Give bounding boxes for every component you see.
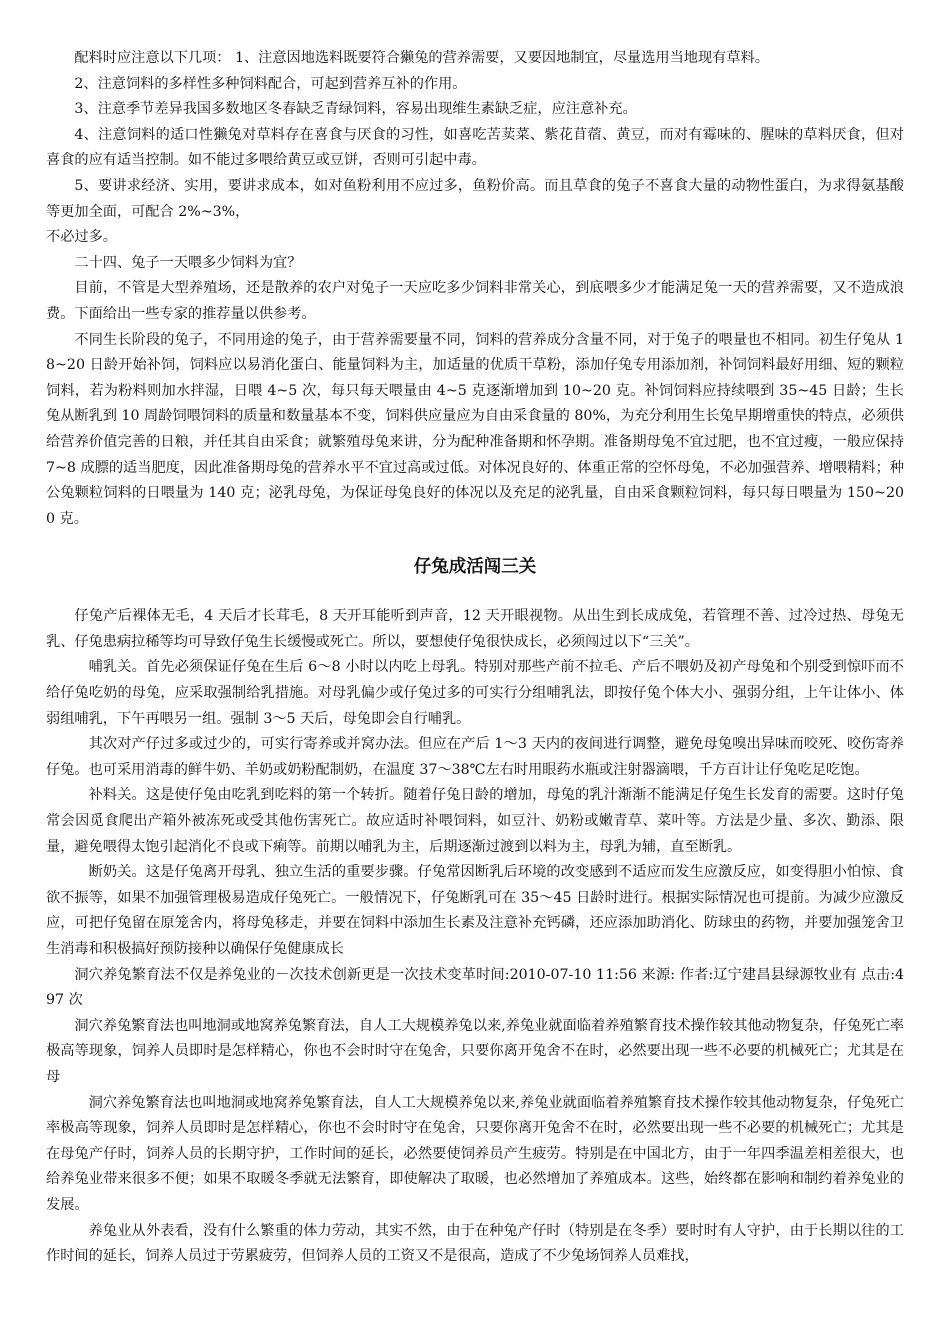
paragraph-fostering: 其次对产仔过多或过少的，可实行寄养或并窝办法。但应在产后 1～3 天内的夜间进行调整，避免母兔嗅出异味而咬死、咬伤寄养仔兔。也可采用消毒的鲜牛奶、羊奶或奶粉配制奶，在温度 37～38℃左右时用眼药水瓶或注射器滴喂，千方百计让仔兔吃足吃饱。 [46, 736, 904, 778]
paragraph-economy: 5、要讲求经济、实用，要讲求成本，如对鱼粉利用不应过多，鱼粉价高。而且草食的兔子不喜食大量的动物性蛋白，为求得氨基酸等更加全面，可配合 2%~3%， [46, 177, 904, 220]
question-heading: 二十四、兔子一天喂多少饲料为宜？ [74, 254, 302, 271]
paragraph-feeding-amounts: 不同生长阶段的兔子，不同用途的兔子，由于营养需要量不同，饲料的营养成分含量不同，对于兔子的喂量也不相同。初生仔兔从 18~20 日龄开始补饲，饲料应以易消化蛋白、能量饲料为主，加适量的优质干草粉，添加仔兔专用添加剂，补饲饲料最好用细、短的颗粒饲料，若为粉料则加水拌湿，日喂 4~5 次，每只每天喂量由 4~5 克逐渐增加到 10~20 克。补饲饲料应持续喂到 35~45 日龄；生长兔从断乳到 10 周龄饲喂饲料的质量和数量基本不变，饲料供应量应为自由采食量的 80%，为充分利用生长兔早期增重快的特点，必须供给营养价值完善的日粮，并任其自由采食；就繁殖母兔来讲，分为配种准备期和怀孕期。准备期母兔不宜过肥，也不宜过瘦，一般应保持 7~8 成膘的适当肥度，因此准备期母兔的营养水平不宜过高或过低。对体况良好的、体重正常的空怀母兔，不必加强营养、增喂精料；种公兔颗粒饲料的日喂量为 140 克；泌乳母兔，为保证母兔良好的体况以及充足的泌乳量，自由采食颗粒饲料，每只每日喂量为 150~200 克。 [46, 331, 904, 527]
paragraph-nursing: 哺乳关。首先必须保证仔兔在生后 6～8 小时以内吃上母乳。特别对那些产前不拉毛、产后不喂奶及初产母兔和个别受到惊吓而不给仔兔吃奶的母兔，应采取强制给乳措施。对母乳偏少或仔兔过多的可实行分组哺乳法，即按仔兔个体大小、强弱分组，上午让体小、体弱组哺乳，下午再喂另一组。强制 3～5 天后，母兔即会自行哺乳。 [46, 659, 904, 727]
paragraph-palatability: 4、注意饲料的适口性獭兔对草料存在喜食与厌食的习性，如喜吃苦荬菜、紫花苜蓿、黄豆，而对有霉味的、腥味的草料厌食，但对喜食的应有适当控制。如不能过多喂给黄豆或豆饼，否则可引起中毒。 [46, 126, 904, 169]
paragraph-supplement: 补料关。这是使仔兔由吃乳到吃料的第一个转折。随着仔兔日龄的增加，母兔的乳汁渐渐不能满足仔兔生长发育的需要。这时仔兔常会因觅食爬出产箱外被冻死或受其他伤害死亡。故应适时补喂饲料，如豆汁、奶粉或嫩青草、菜叶等。方法是少量、多次、勤添、限量，避免喂得太饱引起消化不良或下痢等。前期以哺乳为主，后期逐渐过渡到以料为主，母乳为辅，直至断乳。 [46, 787, 904, 855]
paragraph-no-excess: 不必过多。 [46, 229, 117, 246]
article-meta: 洞穴养兔繁育法不仅是养兔业的－次技术创新更是一次技术变革时间:2010-07-10 11:56 来源: 作者:辽宁建昌县绿源牧业有 点击:497 次 [46, 966, 904, 1009]
paragraph-cave-summary: 洞穴养兔繁育法也叫地洞或地窝养兔繁育法，自人工大规模养兔以来,养兔业就面临着养殖繁育技术操作较其他动物复杂，仔兔死亡率极高等现象，饲养人员即时是怎样精心，你也不会时时守在兔舍，只要你离开兔舍不在时，必然要出现一些不必要的机械死亡；尤其是在母 [46, 1017, 904, 1085]
paragraph-kits-intro: 仔兔产后裸体无毛，4 天后才长茸毛，8 天开耳能听到声音，12 天开眼视物。从出生到长成成兔，若管理不善、过冷过热、母兔无乳、仔兔患病拉稀等均可导致仔兔生长缓慢或死亡。所以，要想使仔兔很快成长，必须闯过以下“三关”。 [46, 608, 904, 650]
paragraph-intro: 目前，不管是大型养殖场，还是散养的农户对兔子一天应吃多少饲料非常关心，到底喂多少才能满足兔一天的营养需要，又不造成浪费。下面给出一些专家的推荐量以供参考。 [46, 280, 904, 322]
paragraph-season: 3、注意季节差异我国多数地区冬春缺乏青绿饲料，容易出现维生素缺乏症，应注意补充。 [74, 101, 637, 118]
paragraph-cave-full: 洞穴养兔繁育法也叫地洞或地窝养兔繁育法，自人工大规模养兔以来,养兔业就面临着养殖繁育技术操作较其他动物复杂，仔兔死亡率极高等现象，饲养人员即时是怎样精心，你也不会时时守在兔舍，只要你离开兔舍不在时，必然要出现一些不必要的机械死亡；尤其是在母兔产仔时，饲养人员的长期守护，工作时间的延长，必然要使饲养员产生疲劳。特别是在中国北方，由于一年四季温差相差很大，也给养兔业带来很多不便；如果不取暖冬季就无法繁育，即使解决了取暖，也必然增加了养殖成本。这些，始终都在影响和制约着养兔业的发展。 [46, 1094, 904, 1213]
paragraph-feed-notes: 配料时应注意以下几项： 1、注意因地选料既要符合獭兔的营养需要，又要因地制宜，尽量选用当地现有草料。 [74, 50, 769, 66]
paragraph-weaning: 断奶关。这是仔兔离开母乳、独立生活的重要步骤。仔兔常因断乳后环境的改变感到不适应而发生应激反应，如变得胆小怕惊、食欲不振等，如果不加强管理极易造成仔兔死亡。一般情况下，仔兔断乳可在 35～45 日龄时进行。根据实际情况也可提前。为减少应激反应，可把仔兔留在原笼舍内，将母兔移走，并要在饲料中添加生长素及注意补充钙磷，还应添加助消化、防球虫的药物，并要加强笼舍卫生消毒和积极搞好预防接种以确保仔兔健康成长 [46, 864, 904, 957]
paragraph-labor: 养兔业从外表看，没有什么繁重的体力劳动，其实不然，由于在种兔产仔时（特别是在冬季）要时时有人守护，由于长期以往的工作时间的延长，饲养人员过于劳累疲劳，但饲养人员的工资又不是很高，造成了不少兔场饲养人员难找， [46, 1222, 904, 1265]
section-title: 仔兔成活闯三关 [413, 557, 537, 578]
paragraph-feed-variety: 2、注意饲料的多样性多种饲料配合，可起到营养互补的作用。 [74, 75, 467, 92]
